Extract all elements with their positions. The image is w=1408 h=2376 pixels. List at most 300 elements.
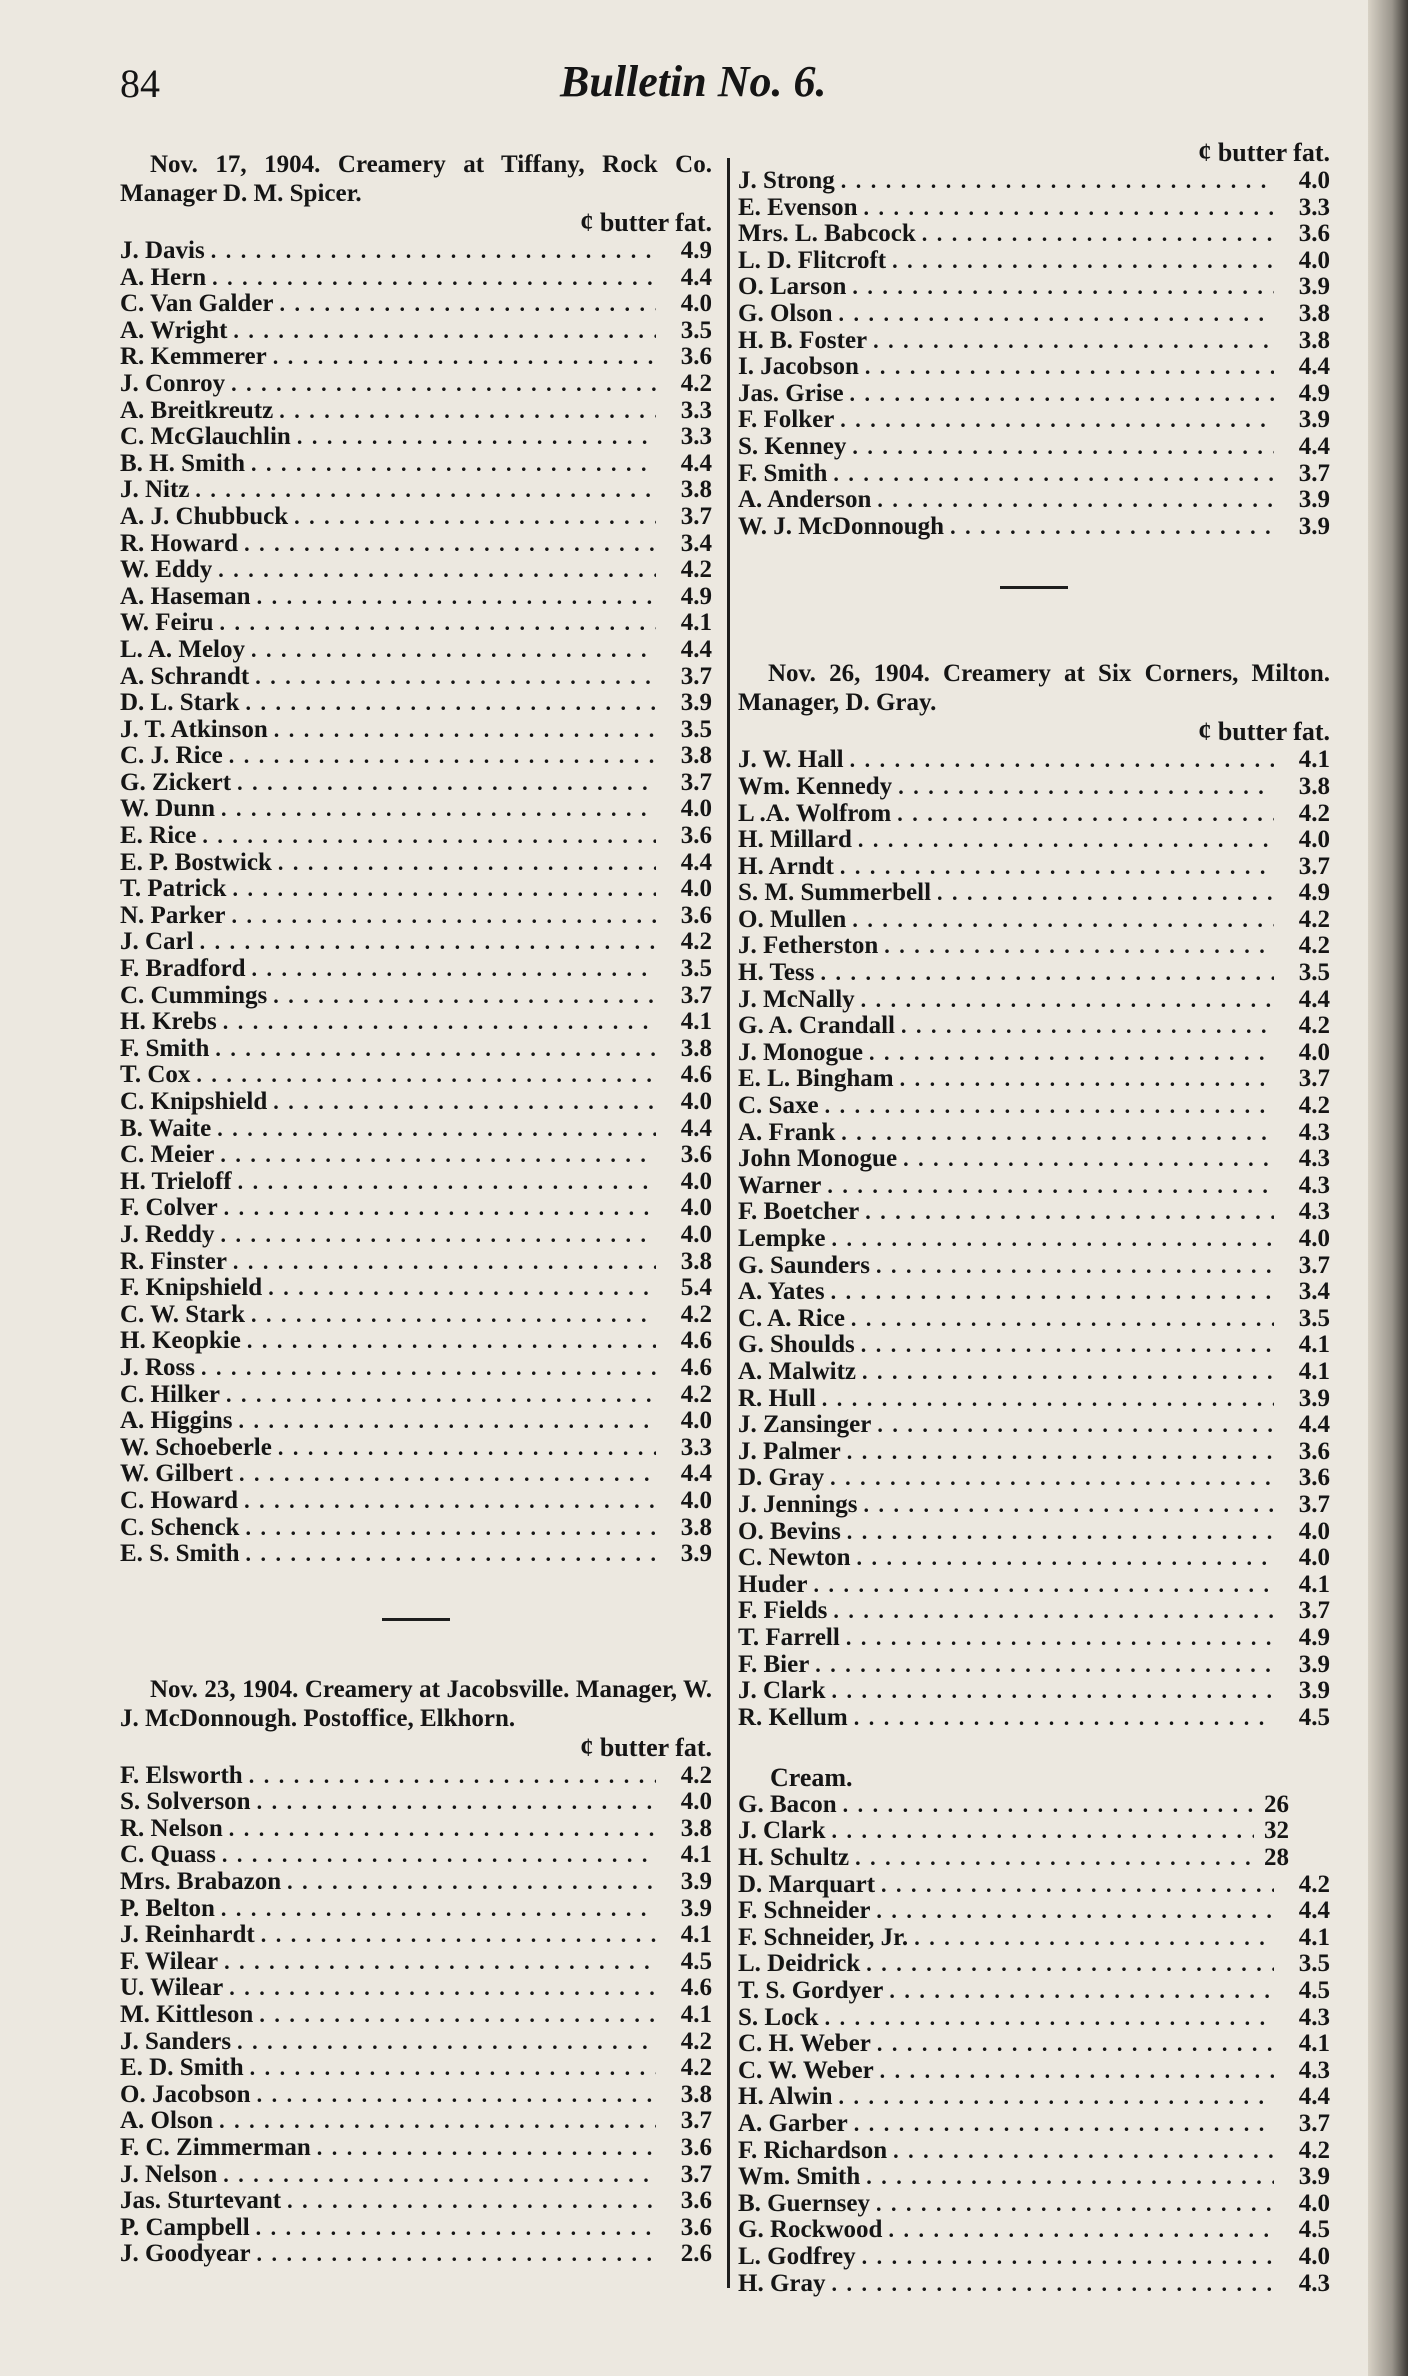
butter-fat-value: 4.0 [1298,168,1330,194]
butter-fat-value: 3.5 [680,716,712,743]
butter-fat-value: 4.2 [680,2028,712,2055]
list-item [738,1872,1330,1899]
patron-name: D. Marquart [738,1871,876,1898]
dot-leader [261,1922,656,1949]
butter-fat-value: 4.9 [1298,880,1330,907]
list-item [738,1845,1330,1872]
dot-leader [251,451,656,478]
list-item [120,1169,712,1196]
butter-fat-value: 4.3 [1298,1119,1330,1146]
butter-fat-value: 4.6 [680,1062,712,1089]
list-item [738,2164,1330,2191]
list-item [120,1355,712,1382]
dot-leader [250,2055,656,2082]
patron-name: J. W. Hall [738,747,844,774]
butter-fat-value: 3.9 [680,1895,712,1922]
patron-name: G. Zickert [120,769,232,796]
dot-leader [873,328,1274,355]
patron-name: J. Strong [738,168,835,194]
butter-fat-header: ¢ butter fat. [1198,138,1330,167]
patron-name: G. A. Crandall [738,1013,895,1040]
dot-leader [287,2188,656,2215]
section-heading-six-corners: Nov. 26, 1904. Creamery at Six Corners, Milton. Manager, D. Gray. [738,660,1330,717]
patron-name: W. Feiru [120,610,214,637]
dot-leader [862,2244,1274,2271]
column-divider [727,158,730,2288]
butter-fat-value: 3.7 [680,503,712,530]
list-item [738,907,1330,934]
dot-leader [854,2111,1274,2138]
dot-leader [869,1040,1274,1067]
patron-name: F. Wilear [120,1948,219,1975]
butter-fat-value: 3.8 [680,2081,712,2108]
patron-name: C. McGlauchlin [120,424,291,451]
dot-leader [865,354,1274,381]
list-item [738,248,1330,275]
butter-fat-value: 4.2 [1298,2137,1330,2164]
patron-name: A. Anderson [738,487,872,514]
right-column [738,138,1330,2297]
list-item [738,1013,1330,1040]
list-item [120,2188,712,2215]
patron-name: C. Cummings [120,982,268,1009]
list-item [738,1040,1330,1067]
list-item [738,1120,1330,1147]
dot-leader [239,1408,656,1435]
patron-name: A. Breitkreutz [120,397,274,424]
patron-name: J. Zansinger [738,1412,872,1439]
butter-fat-value: 3.7 [1298,1252,1330,1279]
butter-fat-value: 4.6 [680,1975,712,2002]
dot-leader [224,1195,656,1222]
butter-fat-value: 3.4 [680,530,712,557]
dot-leader [231,371,656,398]
dot-leader [830,1465,1274,1492]
patron-name: J. Carl [120,929,194,956]
patron-name: J. McNally [738,986,855,1013]
butter-fat-value: 4.4 [1298,986,1330,1013]
six-corners-list [738,747,1330,1731]
butter-fat-value: 3.3 [1298,194,1330,221]
dot-leader [898,774,1274,801]
list-item [738,933,1330,960]
list-item [120,344,712,371]
dot-leader [877,1412,1274,1439]
patron-name: G. Shoulds [738,1332,855,1359]
list-item [120,2029,712,2056]
patron-name: T. S. Gordyer [738,1978,884,2005]
list-item [120,2215,712,2242]
patron-name: Jas. Sturtevant [120,2188,282,2215]
butter-fat-value: 4.5 [1298,1978,1330,2005]
list-item [738,434,1330,461]
butter-fat-value: 4.9 [1298,380,1330,407]
butter-fat-value: 4.6 [680,1328,712,1355]
patron-name: John Monogue [738,1146,898,1173]
patron-name: J. Clark [738,1678,826,1705]
dot-leader [239,1461,656,1488]
patron-name: I. Jacobson [738,354,859,381]
patron-name: F. Bier [738,1651,810,1678]
list-item [120,823,712,850]
dot-leader [840,407,1274,434]
dot-leader [884,933,1274,960]
dot-leader [838,301,1274,328]
butter-fat-value: 4.2 [680,2055,712,2082]
dot-leader [218,557,656,584]
dot-leader [280,291,656,318]
list-item [738,2191,1330,2218]
patron-name: O. Bevins [738,1518,841,1545]
list-item [738,774,1330,801]
butter-fat-value: 3.6 [1298,221,1330,248]
list-item [120,1222,712,1249]
dot-leader [287,1869,656,1896]
butter-fat-value: 4.3 [1298,2270,1330,2297]
butter-fat-value: 4.0 [680,291,712,318]
patron-name: W. Schoeberle [120,1434,272,1461]
butter-fat-value: 3.8 [680,1035,712,1062]
page-edge-shadow [1368,0,1408,2376]
dot-leader [229,743,656,770]
list-item [120,557,712,584]
butter-fat-value: 3.6 [680,2135,712,2161]
list-item [120,1435,712,1462]
patron-name: C. Hilker [120,1381,220,1408]
butter-fat-value: 4.0 [1298,1226,1330,1252]
butter-fat-value: 5.4 [680,1275,712,1302]
patron-name: H. B. Foster [738,327,868,354]
patron-name: A. Olson [120,2108,214,2135]
dot-leader [841,1120,1274,1147]
butter-fat-value: 4.2 [1298,1013,1330,1040]
patron-name: B. Waite [120,1115,212,1142]
patron-name: J. Jennings [738,1491,858,1518]
patron-name: R. Hull [738,1385,816,1412]
jacobsville-continued-list [738,168,1330,540]
butter-fat-value: 4.0 [680,1168,712,1195]
dot-leader [251,1302,656,1329]
patron-name: C. J. Rice [120,743,223,770]
list-item [120,770,712,797]
dot-leader [279,398,656,425]
dot-leader [840,854,1274,881]
list-item [738,354,1330,381]
list-item [120,584,712,611]
patron-name: W. Gilbert [120,1461,233,1488]
patron-name: H. Alwin [738,2084,833,2111]
list-item [738,168,1330,195]
dot-leader [877,487,1274,514]
list-item [120,1062,712,1089]
butter-fat-value: 4.0 [1298,2190,1330,2217]
list-item [738,801,1330,828]
butter-fat-value: 3.6 [680,2188,712,2215]
patron-name: W. Eddy [120,557,213,584]
dot-leader [852,274,1274,301]
patron-name: L .A. Wolfrom [738,800,892,827]
butter-fat-value: 4.2 [680,929,712,956]
dot-leader [249,1763,656,1790]
dot-leader [877,2031,1274,2058]
list-item [738,1465,1330,1492]
dot-leader [850,381,1274,408]
list-item [738,274,1330,301]
patron-name: J. Palmer [738,1438,841,1465]
dot-leader [259,2002,656,2029]
dot-leader [278,1435,656,1462]
dot-leader [861,987,1274,1014]
list-item [738,2138,1330,2165]
patron-name: O. Jacobson [120,2081,251,2108]
dot-leader [820,960,1274,987]
dot-leader [852,434,1274,461]
patron-name: Wm. Kennedy [738,773,893,800]
list-item [738,1066,1330,1093]
list-item [120,1036,712,1063]
butter-fat-value: 3.6 [1298,1438,1330,1465]
dot-leader [822,1386,1274,1413]
dot-leader [229,1816,656,1843]
list-item [120,1789,712,1816]
patron-name: C. Meier [120,1142,215,1169]
patron-name: A. Yates [738,1279,825,1306]
list-item [120,637,712,664]
list-item [738,1652,1330,1679]
dot-leader [833,1598,1274,1625]
patron-name: F. Smith [738,460,828,487]
dot-leader [858,827,1274,854]
dot-leader [274,717,656,744]
dot-leader [897,801,1274,828]
butter-fat-value: 3.9 [1298,407,1330,434]
list-item [738,1146,1330,1173]
dot-leader [238,1169,656,1196]
butter-fat-value: 3.3 [680,1434,712,1461]
list-item [738,1519,1330,1546]
list-item [120,1009,712,1036]
butter-fat-value: 4.2 [680,557,712,584]
list-item [120,1089,712,1116]
six-corners-butter-list [738,1872,1330,2298]
patron-name: J. T. Atkinson [120,716,268,743]
dot-leader [841,168,1274,195]
list-item [120,983,712,1010]
butter-fat-value: 3.5 [680,956,712,983]
butter-fat-value: 4.1 [680,1842,712,1869]
butter-fat-value: 4.2 [1298,906,1330,933]
dot-leader [245,1541,656,1568]
butter-fat-value: 3.7 [1298,853,1330,880]
list-item [120,690,712,717]
butter-fat-value: 4.2 [1298,1871,1330,1898]
dot-leader [273,344,656,371]
patron-name: G. Rockwood [738,2217,883,2244]
list-item [120,1816,712,1843]
dot-leader [901,1013,1274,1040]
dot-leader [273,1089,656,1116]
butter-fat-value: 3.5 [1298,1305,1330,1332]
butter-fat-value: 4.2 [1298,1093,1330,1120]
dot-leader [244,1488,656,1515]
patron-name: F. Schneider, Jr. [738,1924,909,1951]
dot-leader [914,1925,1274,1952]
butter-fat-value: 4.4 [1298,1412,1330,1439]
dot-leader [900,1066,1274,1093]
dot-leader [195,477,656,504]
butter-fat-value: 3.3 [680,424,712,451]
patron-name: D. L. Stark [120,690,240,717]
dot-leader [851,1306,1274,1333]
list-item [120,1116,712,1143]
patron-name: S. Kenney [738,433,847,460]
patron-name: C. W. Stark [120,1301,246,1328]
dot-leader [219,2108,656,2135]
butter-fat-value: 4.9 [680,238,712,264]
butter-fat-value: 4.0 [680,1487,712,1514]
butter-fat-value: 4.9 [680,583,712,610]
dot-leader [220,610,656,637]
list-item [738,1978,1330,2005]
dot-leader [212,265,656,292]
dot-leader [857,1545,1275,1572]
list-item [738,1439,1330,1466]
cream-subheading: Cream. [770,1763,853,1793]
patron-name: F. C. Zimmerman [120,2135,311,2161]
butter-fat-value: 3.7 [680,2108,712,2135]
dot-leader [278,850,656,877]
patron-name: B. H. Smith [120,450,246,477]
dot-leader [297,424,656,451]
butter-fat-value: 4.0 [1298,2243,1330,2270]
patron-name: L. A. Meloy [120,636,245,663]
patron-name: J. Davis [120,238,205,264]
list-item [738,461,1330,488]
list-item [120,504,712,531]
patron-name: E. L. Bingham [738,1066,894,1093]
section-gap [738,1731,1330,1765]
dot-leader [876,1898,1274,1925]
dot-leader [863,1492,1274,1519]
list-item [120,850,712,877]
patron-name: R. Howard [120,530,239,557]
butter-fat-value: 3.8 [680,477,712,504]
butter-fat-value: 4.2 [1298,933,1330,960]
list-item [738,1705,1330,1732]
patron-name: R. Finster [120,1248,227,1275]
dot-leader [237,770,656,797]
dot-leader [838,2084,1274,2111]
list-item [120,238,712,265]
dot-leader [825,2005,1274,2032]
jacobsville-list [120,1763,712,2268]
patron-name: Wm. Smith [738,2164,861,2191]
dot-leader [876,2191,1274,2218]
butter-fat-value: 4.1 [1298,1358,1330,1385]
patron-name: J. Fetherston [738,933,879,960]
butter-fat-value: 4.9 [1298,1624,1330,1651]
list-item [738,2005,1330,2032]
butter-fat-value: 3.5 [1298,1951,1330,1978]
patron-name: A. Malwitz [738,1358,857,1385]
list-item [738,1545,1330,1572]
dot-leader [847,1439,1274,1466]
dot-leader [865,1199,1274,1226]
patron-name: G. Bacon [738,1791,837,1818]
butter-fat-value: 4.1 [1298,2031,1330,2058]
list-item [120,1461,712,1488]
patron-name: H. Keopkie [120,1328,241,1355]
list-item [738,1792,1330,1819]
patron-name: J. Reinhardt [120,1922,255,1949]
patron-name: F. Knipshield [120,1275,263,1302]
butter-fat-value: 3.9 [680,1541,712,1568]
left-column [120,150,712,2268]
list-item [120,1763,712,1790]
butter-fat-value: 4.2 [680,1381,712,1408]
patron-name: W. J. McDonnough [738,513,945,540]
butter-fat-value: 3.9 [680,690,712,717]
dot-leader [922,221,1274,248]
dot-leader [222,1842,656,1869]
patron-name: E. S. Smith [120,1541,240,1568]
dot-leader [852,907,1274,934]
list-item [738,221,1330,248]
butter-fat-value: 4.3 [1298,1172,1330,1199]
butter-fat-value: 28 [1264,1845,1289,1872]
patron-name: R. Nelson [120,1815,223,1842]
dot-leader [937,880,1274,907]
patron-name: C. Quass [120,1842,216,1869]
section-separator [1000,586,1068,589]
list-item [738,301,1330,328]
list-item [120,1488,712,1515]
list-item [120,610,712,637]
list-item [120,2135,712,2162]
patron-name: J. Sanders [120,2028,232,2055]
butter-fat-value: 3.8 [680,1815,712,1842]
butter-fat-value: 26 [1264,1791,1289,1818]
patron-name: C. Howard [120,1487,239,1514]
list-item [738,328,1330,355]
patron-name: A. Schrandt [120,663,250,690]
patron-name: J. Nitz [120,477,190,504]
list-item [120,796,712,823]
list-item [120,1249,712,1276]
list-item [738,1925,1330,1952]
butter-fat-value: 4.0 [680,796,712,823]
dot-leader [226,1382,656,1409]
list-item [738,2031,1330,2058]
dot-leader [854,1705,1274,1732]
patron-name: A. Higgins [120,1408,233,1435]
list-item [738,1818,1330,1845]
patron-name: J. Nelson [120,2161,218,2188]
butter-fat-value: 3.6 [680,2214,712,2241]
patron-name: N. Parker [120,902,226,929]
butter-fat-value: 3.6 [680,823,712,850]
patron-name: H. Gray [738,2270,826,2297]
dot-leader [244,531,656,558]
list-item [120,903,712,930]
butter-fat-value: 4.3 [1298,1146,1330,1173]
patron-name: S. Solverson [120,1789,251,1816]
list-item [738,827,1330,854]
butter-fat-value: 4.1 [1298,1571,1330,1598]
butter-fat-value: 3.8 [680,743,712,770]
list-item [738,487,1330,514]
patron-name: C. Van Galder [120,291,274,318]
